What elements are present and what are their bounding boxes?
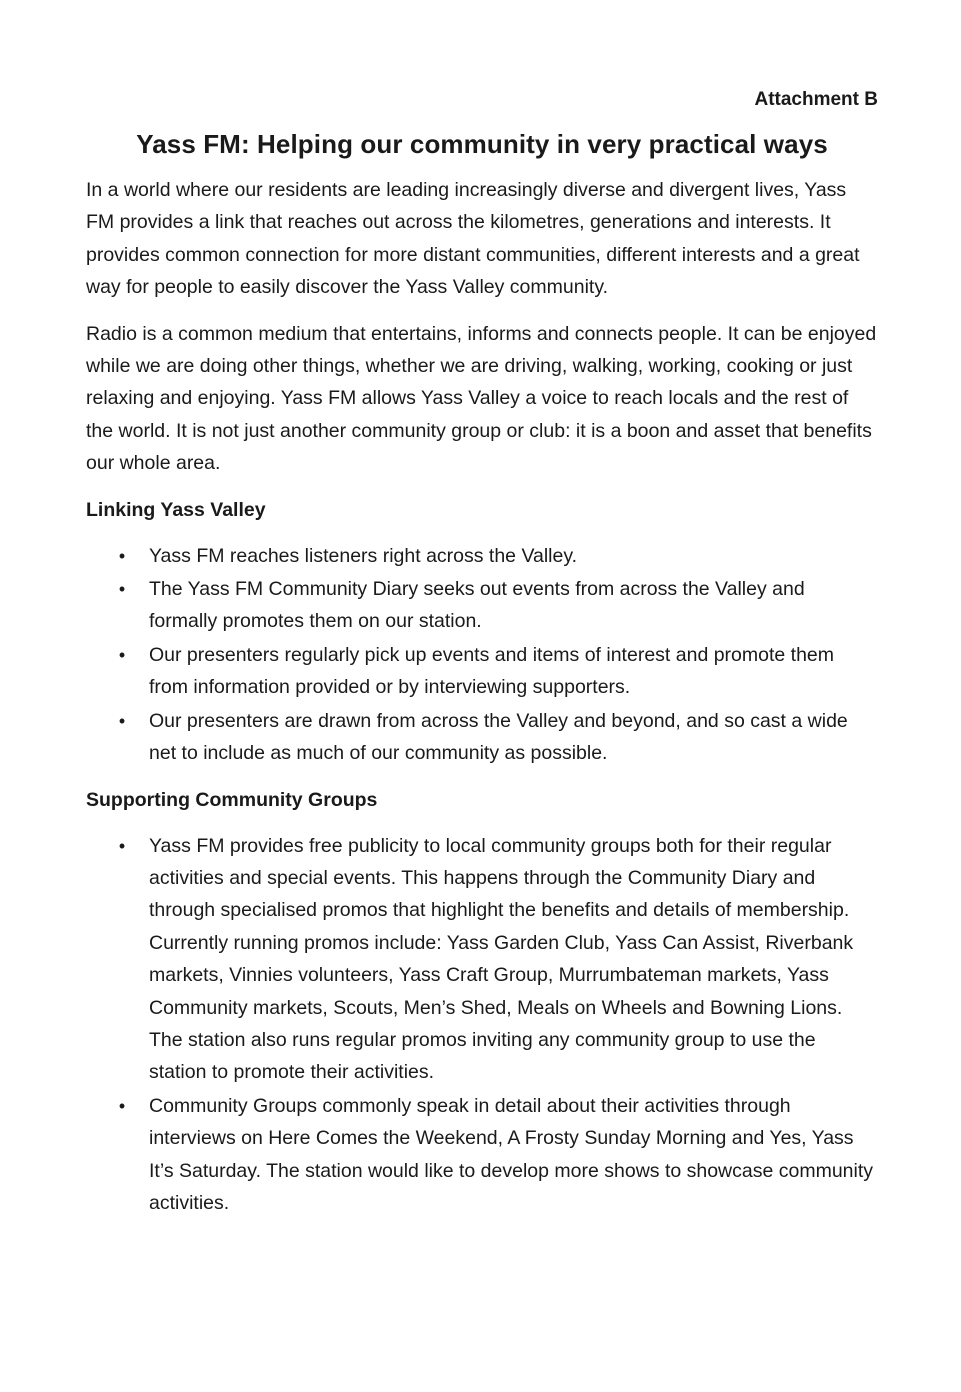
- list-item-text: Yass FM provides free publicity to local community groups both for their regular activities and special events. This happens through the Community Diary and through specialised promos that highlight the benefits and details of membership. Currently running promos include: Yass Garden Club, Yass Can Assist, Riverbank markets, Vinnies volunteers, Yass Craft Group, Murrumbateman markets, Yass Community markets, Scouts, Men’s Shed, Meals on Wheels and Bowning Lions. The station also runs regular promos inviting any community group to use the station to promote their activities.: [149, 834, 854, 1084]
- document-page: [86, 86, 878, 1233]
- bullet-icon: •: [118, 710, 126, 731]
- list-item-text: Yass FM reaches listeners right across the Valley.: [149, 544, 578, 567]
- list-item-text: Community Groups commonly speak in detail about their activities through interviews on Here Comes the Weekend, A Frosty Sunday Morning and Yes, Yass It’s Saturday. The station would like to develop more shows to showcase community activities.: [149, 1094, 874, 1214]
- section-heading-supporting: Supporting Community Groups: [86, 788, 378, 811]
- list-item-text: Our presenters are drawn from across the Valley and beyond, and so cast a wide net to include as much of our community as possible.: [149, 709, 848, 765]
- bullet-icon: •: [118, 644, 126, 665]
- list-item: [86, 573, 878, 638]
- list-item: [86, 830, 878, 1089]
- bullet-icon: •: [118, 835, 126, 856]
- list-item: [86, 639, 878, 704]
- attachment-label: Attachment B: [754, 89, 878, 110]
- bullet-icon: •: [118, 1095, 126, 1116]
- linking-bullet-list: [86, 540, 878, 770]
- list-item-text: The Yass FM Community Diary seeks out events from across the Valley and formally promotes them on our station.: [149, 578, 805, 633]
- page-title: Yass FM: Helping our community in very practical ways: [136, 129, 828, 159]
- intro-paragraph-1: In a world where our residents are leading increasingly diverse and divergent lives, Yass FM provides a link that reaches out across the kilometres, generations and interests. It provides common connection for more distant communities, different interests and a great way for people to easily discover the Yass Valley community.: [86, 179, 860, 299]
- list-item: [86, 540, 878, 572]
- bullet-icon: •: [118, 545, 126, 566]
- intro-paragraph-2: Radio is a common medium that entertains, informs and connects people. It can be enjoyed while we are doing other things, whether we are driving, walking, working, cooking or just relaxing and enjoying. Yass FM allows Yass Valley a voice to reach locals and the rest of the world. It is not just another community group or club: it is a boon and asset that benefits our whole area.: [86, 322, 877, 475]
- list-item-text: Our presenters regularly pick up events and items of interest and promote them from information provided or by interviewing supporters.: [149, 643, 835, 699]
- bullet-icon: •: [118, 579, 126, 600]
- section-heading-linking: Linking Yass Valley: [86, 498, 266, 521]
- list-item: [86, 1090, 878, 1220]
- list-item: [86, 705, 878, 770]
- supporting-bullet-list: [86, 830, 878, 1220]
